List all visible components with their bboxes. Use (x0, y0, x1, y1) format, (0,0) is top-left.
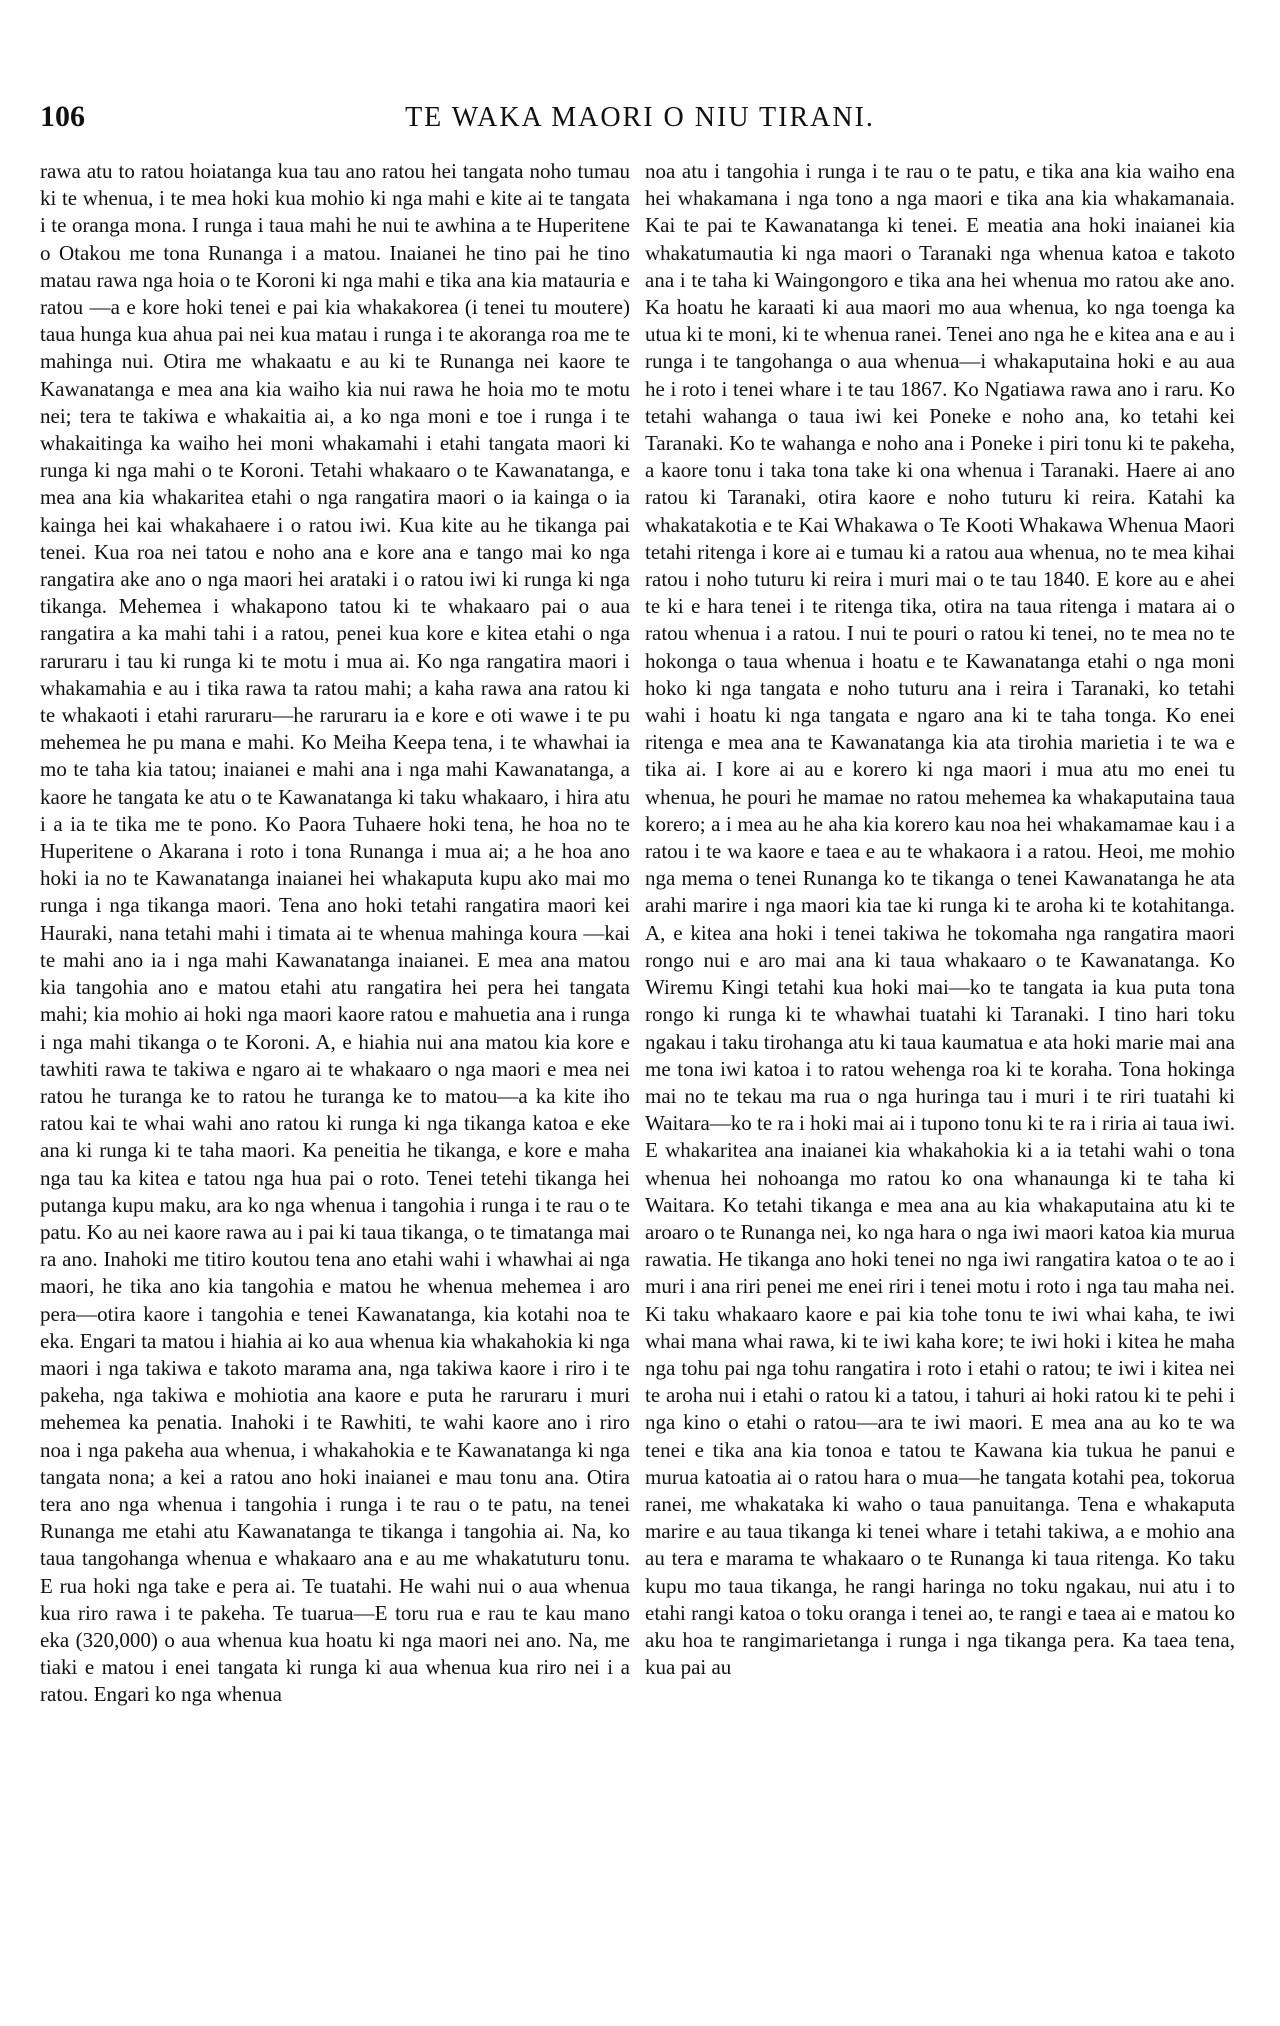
page-number: 106 (40, 100, 85, 133)
left-column-text: rawa atu to ratou hoiatanga kua tau ano ratou hei tangata noho tumau ki te whenua, i te mea hoki kua mohio ki nga mahi e kite ai te tangata i te oranga mona. I runga i taua mahi he nui te awhina a te Huperitene o Otakou me tona Runanga i a matou. Inaianei he tino pai he tino matau rawa nga hoia o te Koroni ki nga mahi e tika ana kia matauria e ratou —a e kore hoki tenei e pai kia whakakorea (i tenei tu moutere) taua hunga kua ahua pai nei kua matau i runga i te akoranga roa me te mahinga nui. Otira me whakaatu e au ki te Runanga nei kaore te Kawanatanga e mea ana kia waiho kia nui rawa he hoia mo te motu nei; tera te takiwa e whakaitia ai, a ko nga moni e toe i runga i te whakaitinga ka waiho hei moni whakamahi i etahi tangata maori ki runga ki nga mahi o te Koroni. Tetahi whakaaro o te Kawanatanga, e mea ana kia whakaritea etahi o nga rangatira maori o ia kainga o ia kainga hei kai whakahaere i o ratou iwi. Kua kite au he tikanga pai tenei. Kua roa nei tatou e noho ana e kore ana e tango mai ko nga rangatira ake ano o nga maori hei arataki i o ratou iwi ki runga ki nga tikanga. Mehemea i whakapono tatou ki te whakaaro pai o aua rangatira a ka mahi tahi i a ratou, penei kua kore e kitea etahi o nga raruraru i tau ki runga ki te motu i mua ai. Ko nga rangatira maori i whakamahia e au i tika rawa ta ratou mahi; a kaha rawa ana ratou ki te whakaoti i etahi raruraru—he raruraru ia e kore e oti wawe i te pu mehemea he pu mana e mahi. Ko Meiha Keepa tena, i te whawhai ia mo te taha kia tatou; inaianei e mahi ana i nga mahi Kawanatanga, a kaore he tangata ke atu o te Kawanatanga ki taku whakaaro, i hira atu i a ia te tika me te pono. Ko Paora Tuhaere hoki tena, he hoa no te Huperitene o Akarana i roto i tona Runanga i mua ai; a he hoa ano hoki ia no te Kawanatanga inaianei hei whakaputa kupu ako mai mo runga i nga tikanga maori. Tena ano hoki tetahi rangatira maori kei Hauraki, nana tetahi mahi i timata ai te whenua mahinga koura —kai te mahi ano ia i nga mahi Kawanatanga inaianei. E mea ana matou kia tangohia ano e matou etahi atu rangatira hei pera hei tangata mahi; kia mohio ai hoki nga maori kaore ratou e mahuetia ana i runga i nga mahi tikanga o te Koroni. A, e hiahia nui ana matou kia kore e tawhiti rawa te takiwa e ngaro ai te whakaaro o nga maori e mea nei ratou he turanga ke to ratou he turanga ke to matou—a ka kite iho ratou kai te whai wahi ano ratou ki runga ki nga tikanga katoa e eke ana ki runga ki te taha maori. Ka peneitia he tikanga, e kore e maha nga tau ka kitea e tatou nga hua pai o roto. Tenei tetehi tikanga hei putanga kupu maku, ara ko nga whenua i tangohia i runga i te rau o te patu. Ko au nei kaore rawa au i pai ki taua tikanga, o te timatanga mai ra ano. Inahoki me titiro koutou tena ano etahi wahi i whawhai ai nga maori, he tika ano kia tangohia e matou he whenua mehemea i aro pera—otira kaore i tangohia e tenei Kawanatanga, kia kotahi noa te eka. Engari ta matou i hiahia ai ko aua whenua kia whakahokia ki nga maori i nga takiwa e takoto marama ana, nga takiwa kaore i riro i te pakeha, nga takiwa e mohiotia ana kaore e puta he raruraru i muri mehemea ka penatia. Inahoki i te Rawhiti, te wahi kaore ano i riro noa i nga pakeha aua whenua, i whakahokia e te Kawanatanga ki nga tangata nona; a kei a ratou ano hoki inaianei e mau tonu ana. Otira tera ano nga whenua i tangohia i runga i te rau o te patu, na tenei Runanga me etahi atu Kawanatanga te tikanga i tangohia ai. Na, ko taua tangohanga whenua e whakaaro ana e au me whakatuturu tonu. E rua hoki nga take e pera ai. Te tuatahi. He wahi nui o aua whenua kua riro rawa i te pakeha. Te tuarua—E toru rua e rau te kau mano eka (320,000) o aua whenua kua hoatu ki nga maori nei ano. Na, me tiaki e matou i enei tangata ki runga ki aua whenua kua riro nei i a ratou. Engari ko nga whenua (40, 159, 630, 1707)
right-column-text: noa atu i tangohia i runga i te rau o te patu, e tika ana kia waiho ena hei whakamana i nga tono a nga maori e tika ana kia whakamanaia. Kai te pai te Kawanatanga ki tenei. E meatia ana hoki inaianei kia whakatumautia ki nga maori o Taranaki nga whenua katoa e takoto ana i te taha ki Waingongoro e tika ana hei whenua mo ratou ake ano. Ka hoatu he karaati ki aua maori mo aua whenua, ko nga toenga ka utua ki te moni, ki te whenua ranei. Tenei ano nga he e kitea ana e au i runga i te tangohanga o aua whenua—i whakaputaina hoki e au aua he i roto i tenei whare i te tau 1867. Ko Ngatiawa rawa ano i raru. Ko tetahi wahanga o taua iwi kei Poneke e noho ana, ko tetahi kei Taranaki. Ko te wahanga e noho ana i Poneke i piri tonu ki te pakeha, a kaore tonu i taka tona take ki ona whenua i Taranaki. Haere ai ano ratou ki Taranaki, otira kaore e noho tuturu ki reira. Katahi ka whakatakotia e te Kai Whakawa o Te Kooti Whakawa Whenua Maori tetahi ritenga i kore ai e tumau ki a ratou aua whenua, no te mea kihai ratou i noho tuturu ki reira i muri mai o te tau 1840. E kore au e ahei te ki e hara tenei i te ritenga tika, otira na taua ritenga i matara ai o ratou whenua i a ratou. I nui te pouri o ratou ki tenei, no te mea no te hokonga o taua whenua i hoatu e te Kawanatanga etahi o nga moni hoko ki nga tangata e noho tuturu ana i reira i Taranaki, ko tetahi wahi i hoatu ki nga tangata e ngaro ana ki te taha tonga. Ko enei ritenga e mea ana te Kawanatanga kia ata tirohia marietia i te wa e tika ai. I kore ai au e korero ki nga maori i mua atu mo enei tu whenua, he pouri he mamae no ratou mehemea ka whakaputaina taua korero; a i mea au he aha kia korero kau noa hei whakamamae kau i a ratou i te wa kaore e taea e au te whakaora i a ratou. Heoi, me mohio nga mema o tenei Runanga ko te tikanga o tenei Kawanatanga he ata arahi marire i nga maori kia tae ki runga ki te aroha ki te kotahitanga. A, e kitea ana hoki i tenei takiwa he tokomaha nga rangatira maori rongo nui e aro mai ana ki taua whakaaro o te Kawanatanga. Ko Wiremu Kingi tetahi kua hoki mai—ko te tangata ia kua puta tona rongo ki runga ki te whawhai tuatahi ki Taranaki. I tino hari toku ngakau i taku tirohanga atu ki taua kaumatua e ata hoki marie mai ana me tona iwi katoa i to ratou wehenga roa ki te koraha. Tona hokinga mai no te tekau ma rua o nga huringa tau i muri i te riri tuatahi ki Waitara—ko te ra i hoki mai ai i tupono tonu ki te ra i riria ai taua iwi. E whakaritea ana inaianei kia whakahokia ki a ia tetahi wahi o tona whenua hei nohoanga mo ratou ko ona whanaunga ki te taha ki Waitara. Ko tetahi tikanga e mea ana au kia whakaputaina atu ki te aroaro o te Runanga nei, ko nga hara o nga iwi maori katoa kia murua rawatia. He tikanga ano hoki tenei no nga iwi rangatira katoa o te ao i muri i ana riri penei me enei riri i tenei motu i roto i nga tau maha nei. Ki taku whakaaro kaore e pai kia tohe tonu te iwi whai kaha, te iwi whai mana whai rawa, ki te iwi kaha kore; te iwi hoki i kitea he maha nga tohu pai nga tohu rangatira i roto i etahi o ratou; te iwi i kitea nei te aroha nui i etahi o ratou ki a tatou, i tahuri ai hoki ratou ki te pehi i nga kino o etahi o ratou—ara te iwi maori. E mea ana au ko te wa tenei e tika ana kia tonoa e tatou te Kawana kia tukua he panui e murua katoatia ai o ratou hara o mua—he tangata kotahi pea, tokorua ranei, me whakataka ki waho o taua panuitanga. Tena e whakaputa marire e au taua tikanga ki tenei whare i tetahi takiwa, a e mohio ana au tera e marama te whakaaro o te Runanga ki taua ritenga. Ko taku kupu mo taua tikanga, he rangi haringa no toku ngakau, nui atu i to etahi rangi katoa o toku oranga i tenei ao, te rangi e taea ai e matou ko aku hoa te rangimarietanga i runga i nga tikanga pera. Ka taea tena, kua pai au (645, 159, 1235, 1680)
left-column (40, 158, 630, 1709)
right-column (645, 158, 1235, 1681)
page-header (40, 100, 1240, 140)
running-title: TE WAKA MAORI O NIU TIRANI. (405, 102, 875, 133)
